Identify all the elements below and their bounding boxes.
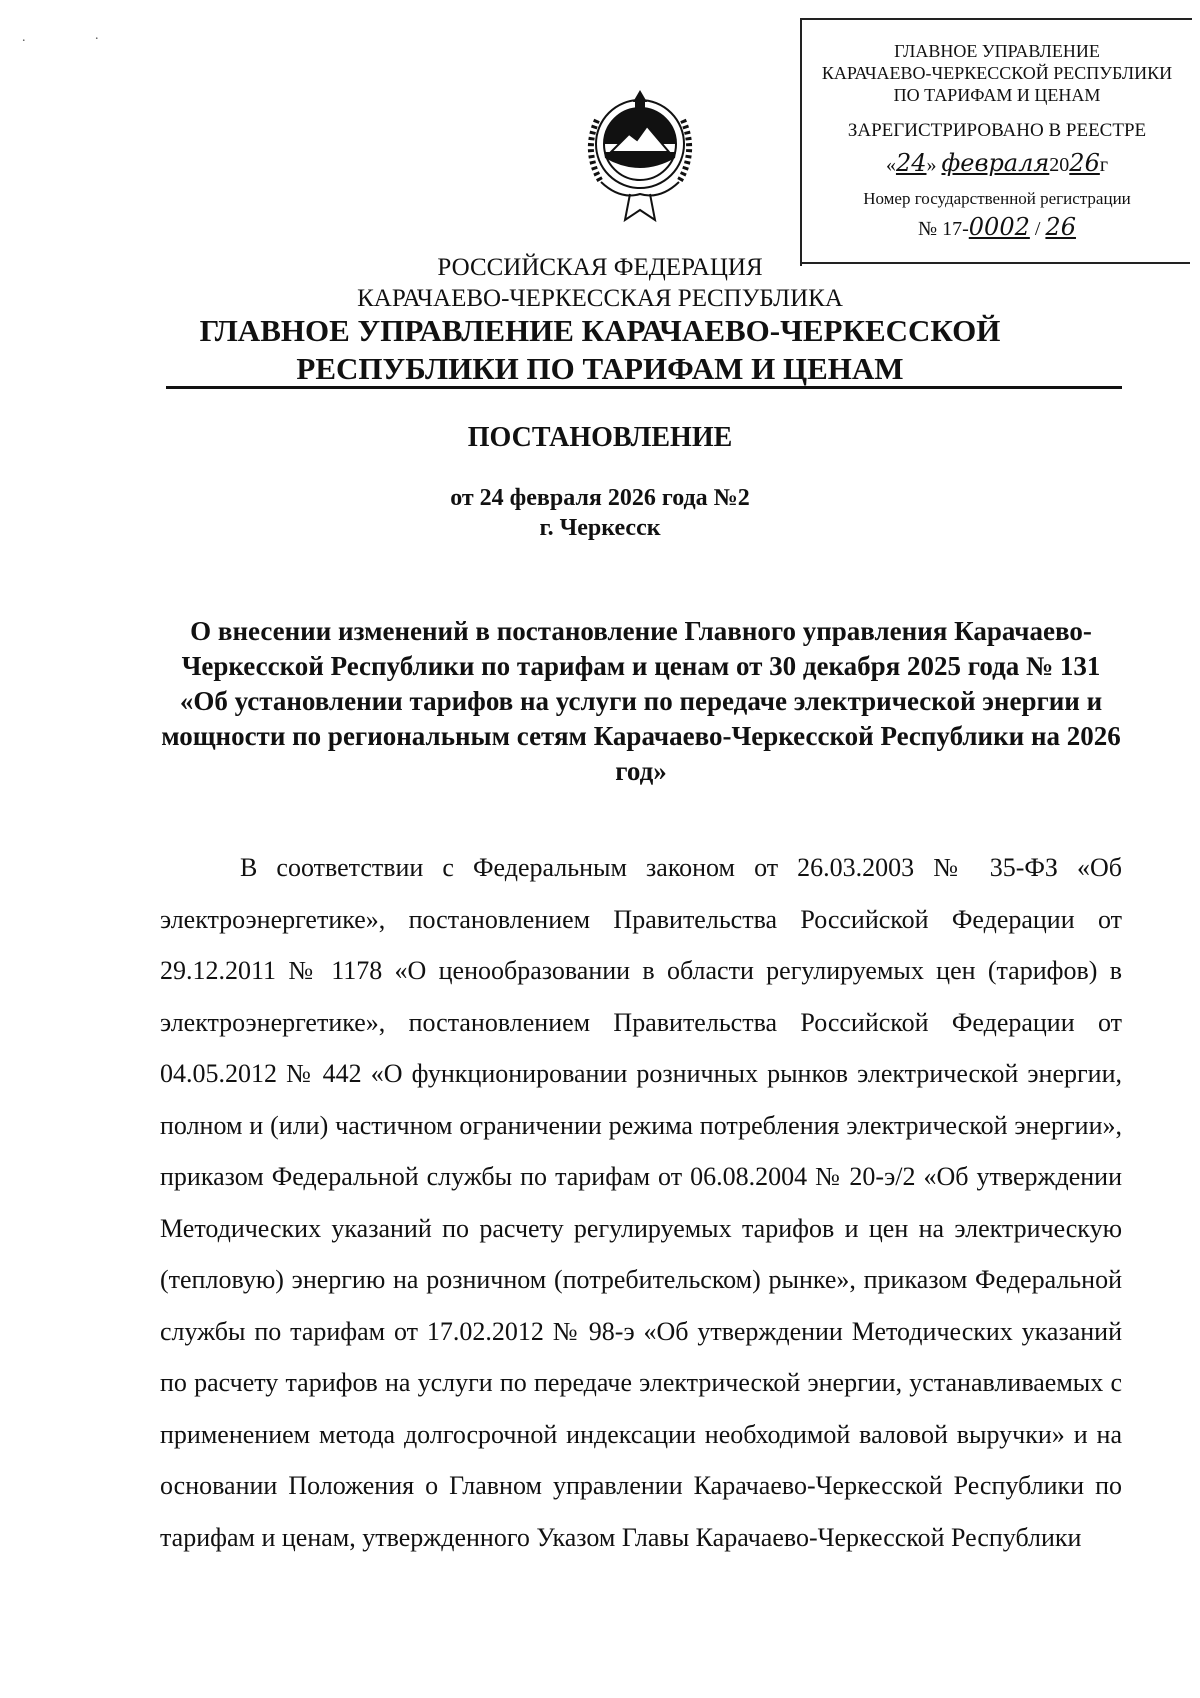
stamp-date-century: 20 bbox=[1049, 154, 1070, 176]
stamp-reg-value: 0002 bbox=[968, 213, 1030, 241]
header-agency bbox=[0, 312, 1200, 388]
stamp-date-month: февраля bbox=[941, 149, 1050, 177]
stamp-date-open: « bbox=[885, 154, 896, 176]
stamp-date-mid: » bbox=[926, 154, 937, 176]
header-divider bbox=[166, 386, 1122, 389]
document-date-number: от 24 февраля 2026 года №2 bbox=[450, 485, 750, 511]
stamp-date-year: 26 bbox=[1069, 149, 1100, 177]
document-city: г. Черкесск bbox=[539, 515, 661, 541]
stamp-reg-prefix: № 17- bbox=[918, 218, 969, 240]
coat-of-arms-icon bbox=[575, 82, 705, 232]
registration-stamp bbox=[800, 18, 1192, 266]
stamp-registered-label: ЗАРЕГИСТРИРОВАНО В РЕЕСТРЕ bbox=[847, 120, 1147, 141]
document-body-paragraph: В соответствии с Федеральным законом от 26.03.2003 № 35-ФЗ «Об электроэнергетике», постановлением Правительства Российской Федерации от 29.12.2011 № 1178 «О ценообразовании в области регулируемых цен (тарифов) в электроэнергетике», постановлением Правительства Российской Федерации от 04.05.2012 № 442 «О функционировании розничных рынков электрической энергии, полном и (или) частичном ограничении режима потребления электрической энергии», приказом Федеральной службы по тарифам от 06.08.2004 № 20-э/2 «Об утверждении Методических указаний по расчету регулируемых тарифов и цен на электрическую (тепловую) энергию на розничном (потребительском) рынке», приказом Федеральной службы по тарифам от 17.02.2012 № 98-э «Об утверждении Методических указаний по расчету тарифов на услуги по передаче электрической энергии, устанавливаемых с применением метода долгосрочной индексации необходимой валовой выручки» и на основании Положения о Главном управлении Карачаево-Черкесской Республики по тарифам и ценам, утвержденного Указом Главы Карачаево-Черкесской Республики bbox=[160, 853, 1122, 1552]
document-subject: О внесении изменений в постановление Главного управления Карачаево-Черкесской Республики по тарифам и ценам от 30 декабря 2025 года № 131 «Об установлении тарифов на услуги по передаче электрической энергии и мощности по региональным сетям Карачаево-Черкесской Республики на 2026 год» bbox=[161, 616, 1121, 786]
stamp-date bbox=[802, 149, 1192, 177]
stamp-org-line-1: ГЛАВНОЕ УПРАВЛЕНИЕ bbox=[894, 41, 1100, 61]
stamp-org-line-2: КАРАЧАЕВО-ЧЕРКЕССКОЙ РЕСПУБЛИКИ bbox=[821, 63, 1173, 83]
scan-speck: . bbox=[95, 28, 99, 43]
header-country: РОССИЙСКАЯ ФЕДЕРАЦИЯ bbox=[437, 254, 763, 281]
stamp-date-day: 24 bbox=[895, 149, 927, 177]
stamp-date-suffix: г bbox=[1099, 154, 1109, 176]
stamp-reg-separator: / bbox=[1034, 218, 1041, 240]
stamp-reg-number bbox=[802, 213, 1192, 241]
header-republic: КАРАЧАЕВО-ЧЕРКЕССКАЯ РЕСПУБЛИКА bbox=[357, 285, 843, 312]
stamp-reg-year: 26 bbox=[1045, 213, 1076, 241]
header-agency-line-1: ГЛАВНОЕ УПРАВЛЕНИЕ КАРАЧАЕВО-ЧЕРКЕССКОЙ bbox=[199, 313, 1001, 348]
stamp-reg-number-label: Номер государственной регистрации bbox=[863, 189, 1131, 208]
scan-speck: . bbox=[22, 30, 26, 45]
header-agency-line-2: РЕСПУБЛИКИ ПО ТАРИФАМ И ЦЕНАМ bbox=[296, 351, 904, 386]
document-type: ПОСТАНОВЛЕНИЕ bbox=[467, 422, 733, 453]
stamp-org-line-3: ПО ТАРИФАМ И ЦЕНАМ bbox=[893, 85, 1101, 105]
